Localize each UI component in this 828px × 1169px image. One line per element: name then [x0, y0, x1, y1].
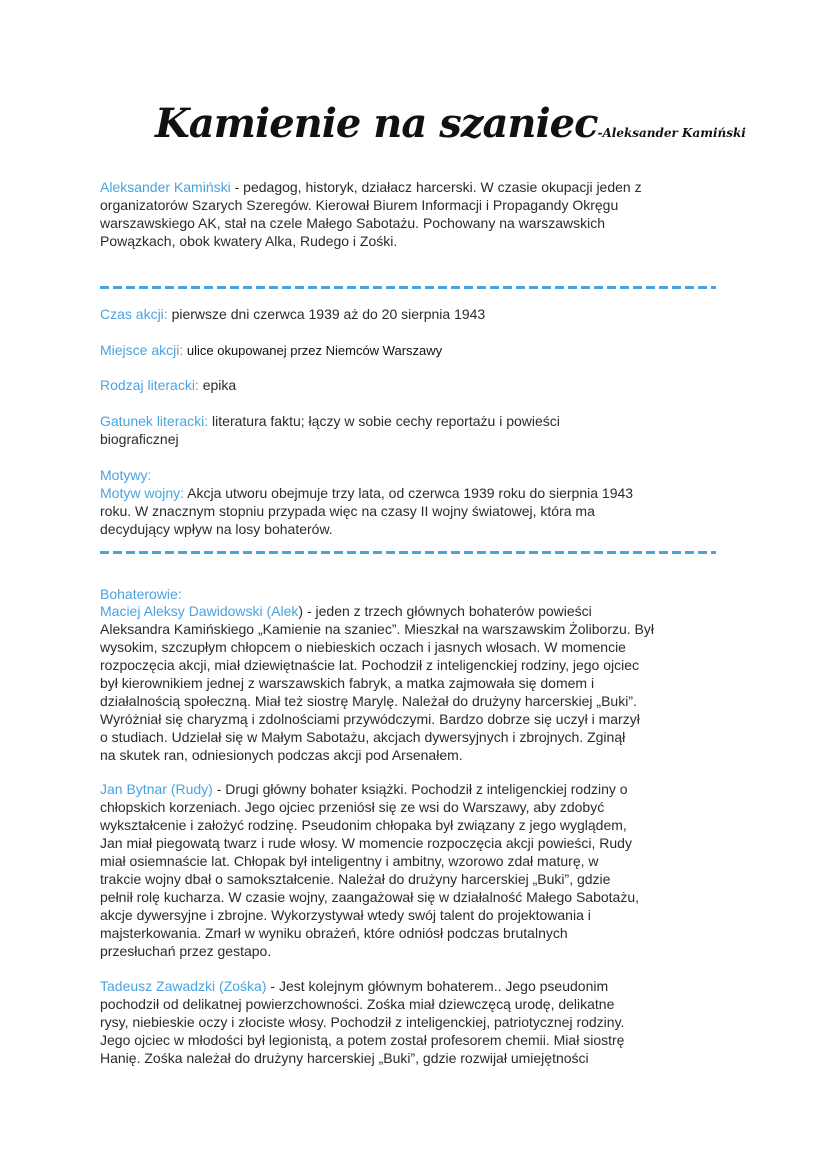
text-line [100, 710, 740, 728]
text-line [100, 852, 740, 870]
line-text: Hanię. Zośka należał do drużyny harcerskiej „Buki”, gdzie rozwijał umiejętności [100, 1050, 589, 1066]
section-label: Motyw wojny: [100, 485, 185, 501]
line-text: Wyróżniał się charyzmą i zdolnościami przywódczymi. Bardzo dobrze się uczył i marzył [100, 711, 640, 727]
text-line [100, 1013, 740, 1031]
text-line [100, 430, 740, 448]
paragraph-author [100, 178, 740, 250]
section-label: Gatunek literacki: [100, 413, 209, 429]
text-line [100, 305, 740, 323]
paragraph-bohaterowie [100, 585, 740, 603]
section-label: Bohaterowie: [100, 586, 182, 602]
line-text: - pedagog, historyk, działacz harcerski. W czasie okupacji jeden z [230, 179, 642, 195]
line-text: o studiach. Udzielał się w Małym Sabotażu, akcjach dywersyjnych i zbrojnych. Zginął [100, 729, 626, 745]
text-line [100, 816, 740, 834]
paragraph-gatunek [100, 412, 740, 448]
text-line [100, 995, 740, 1013]
section-label: Maciej Aleksy Dawidowski (Alek [100, 603, 299, 619]
section-label: Miejsce akcji: [100, 342, 184, 358]
text-line [100, 178, 740, 196]
line-text: Powązkach, obok kwatery Alka, Rudego i Zośki. [100, 233, 398, 249]
text-line [100, 466, 740, 484]
paragraph-czas [100, 305, 740, 323]
line-text: rysy, niebieskie oczy i złociste włosy. Pochodził z inteligenckiej, patriotycznej rodziny. [100, 1014, 625, 1030]
line-text: ulice okupowanej przez Niemców Warszawy [183, 343, 443, 358]
section-label: Jan Bytnar (Rudy) [100, 781, 213, 797]
text-line [100, 906, 740, 924]
line-text: roku. W znacznym stopniu przypada więc na czasy II wojny światowej, która ma [100, 503, 595, 519]
line-text: warszawskiego AK, stał na czele Małego Sabotażu. Pochowany na warszawskich [100, 215, 606, 231]
line-text: ) - jeden z trzech głównych bohaterów powieści [298, 603, 592, 619]
line-text: pochodził od delikatnej powierzchowności. Zośka miał dziewczęcą urodę, delikatne [100, 996, 615, 1012]
text-line [100, 780, 740, 798]
line-text: wykształcenie i założyć rodzinę. Pseudonim chłopaka był związany z jego wyglądem, [100, 817, 627, 833]
paragraph-rudy [100, 780, 740, 960]
text-line [100, 870, 740, 888]
text-line [100, 585, 740, 603]
line-text: Akcja utworu obejmuje trzy lata, od czerwca 1939 roku do sierpnia 1943 [184, 485, 634, 501]
line-text: - Drugi główny bohater książki. Pochodził z inteligenckiej rodziny o [212, 781, 628, 797]
line-text: decydujący wpływ na losy bohaterów. [100, 521, 333, 537]
text-line [100, 376, 740, 394]
dashed-divider [100, 286, 716, 289]
text-line [100, 674, 740, 692]
paragraph-miejsce [100, 341, 740, 360]
line-text: działalnością społeczną. Miał też siostrę Marylę. Należał do drużyny harcerskiej „Buki”. [100, 693, 637, 709]
line-text: biograficznej [100, 431, 179, 447]
text-line [100, 798, 740, 816]
line-text: Jego ojciec w młodości był legionistą, a potem został profesorem chemii. Miał siostrę [100, 1032, 625, 1048]
line-text: trakcie wojny dbał o samokształcenie. Należał do drużyny harcerskiej „Buki”, gdzie [100, 871, 611, 887]
text-line [100, 942, 740, 960]
line-text: Aleksandra Kamińskiego „Kamienie na szaniec”. Mieszkał na warszawskim Żoliborzu. Był [100, 621, 654, 637]
text-line [100, 888, 740, 906]
line-text: literatura faktu; łączy w sobie cechy reportażu i powieści [208, 413, 560, 429]
text-line [100, 341, 740, 360]
text-line [100, 692, 740, 710]
text-line [100, 484, 740, 502]
line-text: przesłuchań przez gestapo. [100, 943, 272, 959]
line-text: na skutek ran, odniesionych podczas akcji pod Arsenałem. [100, 747, 463, 763]
text-line [100, 834, 740, 852]
line-text: był kierownikiem jednej z warszawskich fabryk, a matka zajmowała się domem i [100, 675, 595, 691]
paragraph-alek [100, 602, 740, 764]
section-label: Czas akcji: [100, 306, 168, 322]
text-line [100, 656, 740, 674]
paragraph-rodzaj [100, 376, 740, 394]
text-line [100, 602, 740, 620]
dashed-divider [100, 551, 716, 554]
line-text: epika [198, 377, 237, 393]
text-line [100, 620, 740, 638]
text-line [100, 924, 740, 942]
text-line [100, 520, 740, 538]
line-text: wysokim, szczupłym chłopcem o niebieskich oczach i jasnych włosach. W momencie [100, 639, 626, 655]
section-label: Tadeusz Zawadzki (Zośka) [100, 978, 267, 994]
line-text: rozpoczęcia akcji, miał dziewiętnaście lat. Pochodził z inteligenckiej rodziny, jego ojciec [100, 657, 639, 673]
line-text: chłopskich korzeniach. Jego ojciec przeniósł się ze wsi do Warszawy, aby zdobyć [100, 799, 605, 815]
text-line [100, 412, 740, 430]
paragraph-zoska [100, 977, 740, 1067]
text-line [100, 1031, 740, 1049]
section-label: Motywy: [100, 467, 152, 483]
line-text: miał osiemnaście lat. Chłopak był inteligentny i ambitny, wzorowo zdał maturę, w [100, 853, 599, 869]
section-label: Rodzaj literacki: [100, 377, 199, 393]
line-text: akcje dywersyjne i zbrojne. Wykorzystywał wtedy swój talent do projektowania i [100, 907, 591, 923]
line-text: Jan miał piegowatą twarz i rude włosy. W momencie rozpoczęcia akcji powieści, Rudy [100, 835, 632, 851]
line-text: - Jest kolejnym głównym bohaterem.. Jego pseudonim [266, 978, 609, 994]
text-line [100, 638, 740, 656]
line-text: majsterkowania. Zmarł w wyniku obrażeń, które odniósł podczas brutalnych [100, 925, 568, 941]
text-line [100, 232, 740, 250]
title-main: Kamienie na szaniec [155, 100, 598, 147]
text-line [100, 977, 740, 995]
text-line [100, 1049, 740, 1067]
line-text: organizatorów Szarych Szeregów. Kierował Biurem Informacji i Propagandy Okręgu [100, 197, 619, 213]
title-author: -Aleksander Kamiński [597, 126, 746, 140]
text-line [100, 746, 740, 764]
line-text: pełnił rolę kucharza. W czasie wojny, zaangażował się w działalność Małego Sabotażu, [100, 889, 640, 905]
text-line [100, 502, 740, 520]
line-text: pierwsze dni czerwca 1939 aż do 20 sierpnia 1943 [167, 306, 486, 322]
document-title [155, 100, 746, 147]
text-line [100, 214, 740, 232]
text-line [100, 728, 740, 746]
text-line [100, 196, 740, 214]
paragraph-motyw-wojny [100, 484, 740, 538]
paragraph-motywy [100, 466, 740, 484]
section-label: Aleksander Kamiński [100, 179, 231, 195]
